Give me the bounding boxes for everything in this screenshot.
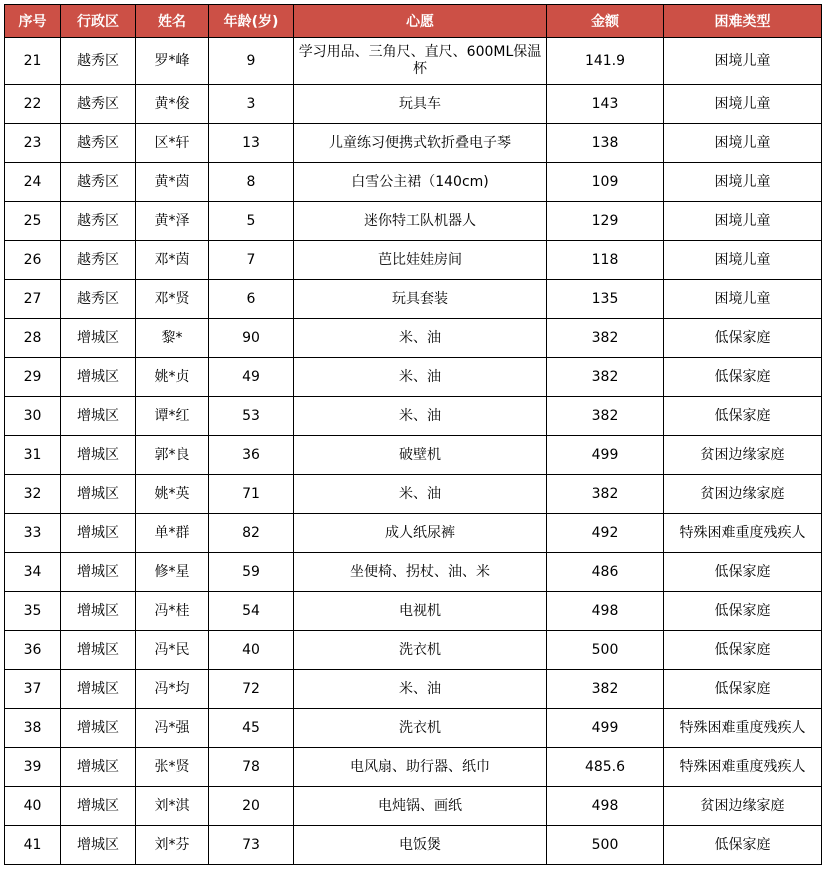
cell-name: 冯*桂 xyxy=(136,592,209,631)
cell-index: 25 xyxy=(5,202,61,241)
cell-name: 修*星 xyxy=(136,553,209,592)
cell-amount: 138 xyxy=(547,124,664,163)
cell-index: 36 xyxy=(5,631,61,670)
cell-name: 刘*淇 xyxy=(136,787,209,826)
cell-hardship-type: 低保家庭 xyxy=(664,397,822,436)
cell-name: 区*轩 xyxy=(136,124,209,163)
cell-amount: 498 xyxy=(547,787,664,826)
cell-age: 59 xyxy=(209,553,294,592)
cell-amount: 382 xyxy=(547,358,664,397)
table-row xyxy=(5,592,822,631)
cell-age: 71 xyxy=(209,475,294,514)
table-row xyxy=(5,163,822,202)
cell-wish: 玩具车 xyxy=(294,85,547,124)
cell-district: 增城区 xyxy=(61,436,136,475)
cell-amount: 382 xyxy=(547,397,664,436)
cell-name: 黄*俊 xyxy=(136,85,209,124)
cell-index: 23 xyxy=(5,124,61,163)
cell-district: 增城区 xyxy=(61,670,136,709)
table-row xyxy=(5,787,822,826)
cell-hardship-type: 低保家庭 xyxy=(664,553,822,592)
table-row xyxy=(5,436,822,475)
cell-index: 24 xyxy=(5,163,61,202)
header-row xyxy=(5,5,822,38)
cell-amount: 486 xyxy=(547,553,664,592)
cell-hardship-type: 困境儿童 xyxy=(664,202,822,241)
cell-amount: 492 xyxy=(547,514,664,553)
cell-amount: 499 xyxy=(547,709,664,748)
cell-amount: 500 xyxy=(547,826,664,865)
wish-table xyxy=(4,4,822,865)
cell-wish: 玩具套装 xyxy=(294,280,547,319)
cell-wish: 迷你特工队机器人 xyxy=(294,202,547,241)
cell-district: 越秀区 xyxy=(61,163,136,202)
cell-index: 31 xyxy=(5,436,61,475)
cell-age: 5 xyxy=(209,202,294,241)
cell-district: 增城区 xyxy=(61,514,136,553)
cell-hardship-type: 困境儿童 xyxy=(664,280,822,319)
cell-wish: 电风扇、助行器、纸巾 xyxy=(294,748,547,787)
cell-age: 6 xyxy=(209,280,294,319)
cell-hardship-type: 贫困边缘家庭 xyxy=(664,787,822,826)
cell-index: 27 xyxy=(5,280,61,319)
cell-name: 罗*峰 xyxy=(136,38,209,85)
cell-wish: 电炖锅、画纸 xyxy=(294,787,547,826)
cell-wish: 电视机 xyxy=(294,592,547,631)
cell-district: 增城区 xyxy=(61,709,136,748)
cell-amount: 129 xyxy=(547,202,664,241)
cell-index: 32 xyxy=(5,475,61,514)
cell-district: 增城区 xyxy=(61,358,136,397)
table-body xyxy=(5,38,822,865)
cell-wish: 坐便椅、拐杖、油、米 xyxy=(294,553,547,592)
cell-district: 增城区 xyxy=(61,787,136,826)
table-row xyxy=(5,514,822,553)
cell-age: 3 xyxy=(209,85,294,124)
cell-index: 22 xyxy=(5,85,61,124)
cell-name: 谭*红 xyxy=(136,397,209,436)
cell-index: 35 xyxy=(5,592,61,631)
cell-district: 越秀区 xyxy=(61,202,136,241)
cell-name: 冯*民 xyxy=(136,631,209,670)
cell-hardship-type: 困境儿童 xyxy=(664,124,822,163)
cell-hardship-type: 低保家庭 xyxy=(664,592,822,631)
cell-name: 黄*泽 xyxy=(136,202,209,241)
table-row xyxy=(5,397,822,436)
cell-wish: 米、油 xyxy=(294,670,547,709)
cell-district: 越秀区 xyxy=(61,85,136,124)
cell-index: 28 xyxy=(5,319,61,358)
cell-wish: 米、油 xyxy=(294,397,547,436)
table-header xyxy=(5,5,822,38)
cell-wish: 儿童练习便携式软折叠电子琴 xyxy=(294,124,547,163)
cell-amount: 143 xyxy=(547,85,664,124)
cell-index: 41 xyxy=(5,826,61,865)
cell-amount: 382 xyxy=(547,319,664,358)
cell-index: 39 xyxy=(5,748,61,787)
cell-index: 38 xyxy=(5,709,61,748)
cell-district: 越秀区 xyxy=(61,38,136,85)
cell-index: 33 xyxy=(5,514,61,553)
table-row xyxy=(5,631,822,670)
table-row xyxy=(5,475,822,514)
cell-hardship-type: 低保家庭 xyxy=(664,358,822,397)
table-row xyxy=(5,124,822,163)
cell-name: 姚*贞 xyxy=(136,358,209,397)
table-row xyxy=(5,826,822,865)
cell-district: 增城区 xyxy=(61,826,136,865)
cell-hardship-type: 特殊困难重度残疾人 xyxy=(664,514,822,553)
cell-hardship-type: 贫困边缘家庭 xyxy=(664,436,822,475)
cell-hardship-type: 困境儿童 xyxy=(664,163,822,202)
cell-age: 72 xyxy=(209,670,294,709)
cell-district: 越秀区 xyxy=(61,280,136,319)
cell-age: 36 xyxy=(209,436,294,475)
table-row xyxy=(5,670,822,709)
cell-name: 黄*茵 xyxy=(136,163,209,202)
cell-district: 增城区 xyxy=(61,475,136,514)
cell-amount: 135 xyxy=(547,280,664,319)
cell-age: 8 xyxy=(209,163,294,202)
cell-wish: 米、油 xyxy=(294,358,547,397)
cell-name: 邓*茵 xyxy=(136,241,209,280)
table-row xyxy=(5,358,822,397)
header-col-hardship-type: 困难类型 xyxy=(664,5,822,38)
cell-age: 7 xyxy=(209,241,294,280)
cell-district: 增城区 xyxy=(61,592,136,631)
cell-district: 越秀区 xyxy=(61,124,136,163)
table-row xyxy=(5,319,822,358)
cell-wish: 成人纸尿裤 xyxy=(294,514,547,553)
cell-hardship-type: 困境儿童 xyxy=(664,38,822,85)
cell-wish: 学习用品、三角尺、直尺、600ML保温杯 xyxy=(294,38,547,85)
table-row xyxy=(5,38,822,85)
table-row xyxy=(5,553,822,592)
cell-district: 增城区 xyxy=(61,631,136,670)
table-row xyxy=(5,280,822,319)
cell-index: 40 xyxy=(5,787,61,826)
cell-amount: 500 xyxy=(547,631,664,670)
cell-hardship-type: 低保家庭 xyxy=(664,631,822,670)
cell-amount: 141.9 xyxy=(547,38,664,85)
cell-age: 13 xyxy=(209,124,294,163)
cell-age: 9 xyxy=(209,38,294,85)
cell-age: 49 xyxy=(209,358,294,397)
cell-wish: 洗衣机 xyxy=(294,709,547,748)
table-row xyxy=(5,85,822,124)
cell-name: 冯*强 xyxy=(136,709,209,748)
cell-wish: 芭比娃娃房间 xyxy=(294,241,547,280)
table-row xyxy=(5,709,822,748)
cell-index: 29 xyxy=(5,358,61,397)
header-col-amount: 金额 xyxy=(547,5,664,38)
cell-age: 73 xyxy=(209,826,294,865)
cell-index: 21 xyxy=(5,38,61,85)
cell-name: 姚*英 xyxy=(136,475,209,514)
cell-wish: 米、油 xyxy=(294,475,547,514)
header-col-name: 姓名 xyxy=(136,5,209,38)
cell-age: 78 xyxy=(209,748,294,787)
cell-wish: 米、油 xyxy=(294,319,547,358)
table-row xyxy=(5,748,822,787)
cell-amount: 382 xyxy=(547,670,664,709)
cell-index: 37 xyxy=(5,670,61,709)
cell-hardship-type: 困境儿童 xyxy=(664,241,822,280)
cell-index: 30 xyxy=(5,397,61,436)
cell-name: 黎* xyxy=(136,319,209,358)
cell-wish: 洗衣机 xyxy=(294,631,547,670)
cell-wish: 破壁机 xyxy=(294,436,547,475)
cell-wish: 白雪公主裙（140cm) xyxy=(294,163,547,202)
cell-amount: 485.6 xyxy=(547,748,664,787)
cell-hardship-type: 低保家庭 xyxy=(664,670,822,709)
cell-hardship-type: 特殊困难重度残疾人 xyxy=(664,709,822,748)
cell-amount: 498 xyxy=(547,592,664,631)
header-col-wish: 心愿 xyxy=(294,5,547,38)
cell-hardship-type: 特殊困难重度残疾人 xyxy=(664,748,822,787)
cell-name: 刘*芬 xyxy=(136,826,209,865)
cell-hardship-type: 困境儿童 xyxy=(664,85,822,124)
cell-amount: 109 xyxy=(547,163,664,202)
cell-district: 增城区 xyxy=(61,748,136,787)
cell-district: 增城区 xyxy=(61,397,136,436)
cell-amount: 382 xyxy=(547,475,664,514)
cell-name: 郭*良 xyxy=(136,436,209,475)
cell-hardship-type: 低保家庭 xyxy=(664,826,822,865)
cell-hardship-type: 贫困边缘家庭 xyxy=(664,475,822,514)
cell-age: 82 xyxy=(209,514,294,553)
table-row xyxy=(5,202,822,241)
cell-index: 26 xyxy=(5,241,61,280)
cell-district: 增城区 xyxy=(61,319,136,358)
cell-age: 20 xyxy=(209,787,294,826)
cell-name: 邓*贤 xyxy=(136,280,209,319)
cell-wish: 电饭煲 xyxy=(294,826,547,865)
cell-amount: 118 xyxy=(547,241,664,280)
header-col-index: 序号 xyxy=(5,5,61,38)
cell-hardship-type: 低保家庭 xyxy=(664,319,822,358)
header-col-age: 年龄(岁) xyxy=(209,5,294,38)
cell-name: 冯*均 xyxy=(136,670,209,709)
header-col-district: 行政区 xyxy=(61,5,136,38)
cell-amount: 499 xyxy=(547,436,664,475)
cell-age: 53 xyxy=(209,397,294,436)
cell-age: 40 xyxy=(209,631,294,670)
table-row xyxy=(5,241,822,280)
cell-age: 54 xyxy=(209,592,294,631)
cell-district: 越秀区 xyxy=(61,241,136,280)
cell-name: 单*群 xyxy=(136,514,209,553)
cell-district: 增城区 xyxy=(61,553,136,592)
cell-name: 张*贤 xyxy=(136,748,209,787)
cell-age: 90 xyxy=(209,319,294,358)
cell-age: 45 xyxy=(209,709,294,748)
cell-index: 34 xyxy=(5,553,61,592)
